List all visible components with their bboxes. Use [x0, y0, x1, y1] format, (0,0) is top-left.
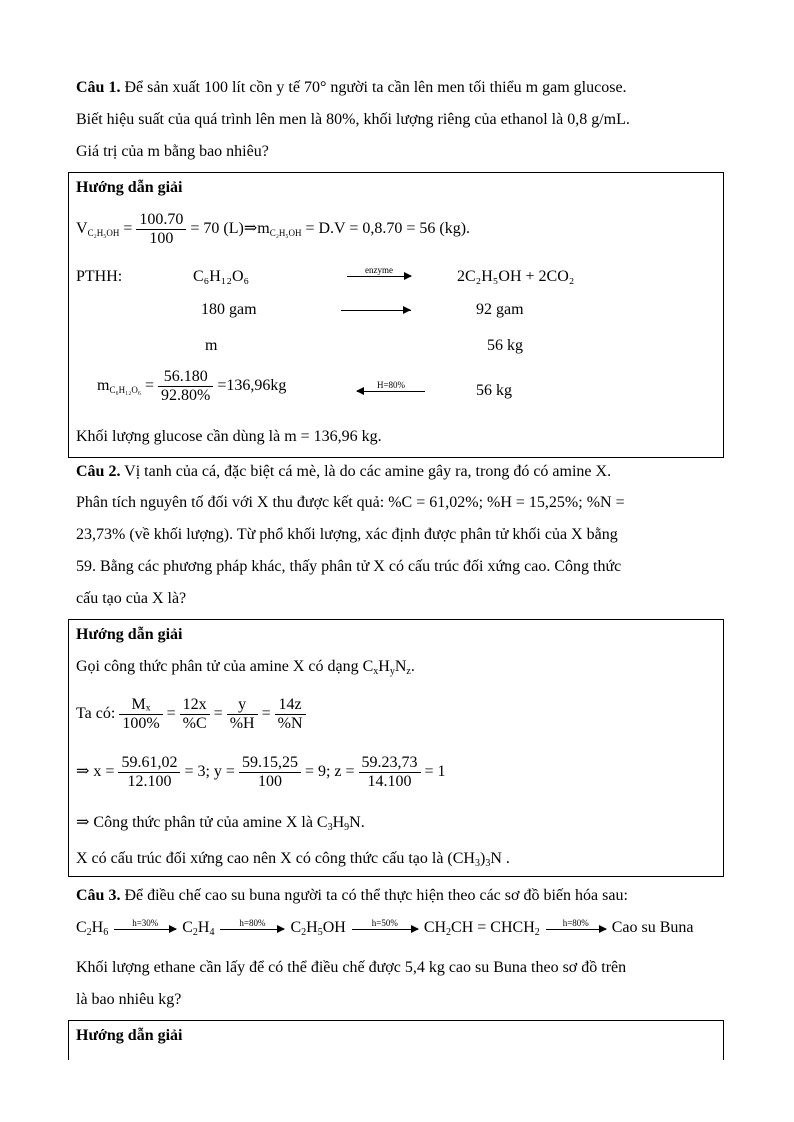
q1-mass-92: 92 gam [476, 301, 524, 318]
q2-ratio-equation: Ta có: $\frac{\text{Mₓ}}{100\%}$ = $\frac{12x}{\%C}$ = $\frac{y}{\%H}$ = $\frac{14z}{\%N}$ [76, 694, 306, 734]
q2-line-5: cấu tạo của X là? [76, 590, 187, 607]
q1-kg56-a: 56 kg [487, 337, 523, 354]
q2-line-2: Phân tích nguyên tố đối với X thu được kết quả: %C = 61,02%; %H = 15,25%; %N = [76, 494, 625, 511]
q2-guide-title: Hướng dẫn giải [76, 626, 183, 643]
q3-line-1: Câu 3. Để điều chế cao su buna người ta có thể thực hiện theo các sơ đồ biến hóa sau: [76, 887, 628, 904]
q2-line-4: 59. Bằng các phương pháp khác, thấy phân tử X có cấu trúc đối xứng cao. Công thức [76, 558, 622, 575]
q1-conclusion: Khối lượng glucose cần dùng là m = 136,96 kg. [76, 428, 382, 445]
q2-molecular-formula: ⇒ Công thức phân tử của amine X là $C_3H_9N$. [76, 814, 365, 833]
q1-plain-arrow-head [403, 306, 411, 314]
q1-glucose: C₆H₁₂O₆ [193, 268, 250, 285]
q2-structural-formula: X có cấu trúc đối xứng cao nên X có công thức cấu tạo là $(CH_3)_3N$ . [76, 850, 510, 869]
q1-line-2: Biết hiệu suất của quá trình lên men là 80%, khối lượng riêng của ethanol là 0,8 g/mL. [76, 111, 630, 128]
q1-products: 2C₂H₅OH + 2CO₂ [457, 268, 575, 285]
q2-xyz-equation: ⇒ x = $\frac{59.61,02}{12.100}$ = 3; y = $\frac{59.15,25}{100}$ = 9; z = $\frac{59.23,73}{14.100}$ = 1 [76, 753, 446, 790]
q2-line-1: Câu 2. Vị tanh của cá, đặc biệt cá mè, là do các amine gây ra, trong đó có amine X. [76, 463, 612, 480]
q1-mass-180: 180 gam [201, 301, 257, 318]
q3-guide-title: Hướng dẫn giải [76, 1027, 183, 1044]
q3-solution-box [68, 1020, 724, 1060]
q1-mass-equation: $m_{C_6H_{12}O_6}$ = $\frac{56.180}{92.80\%}$ =136,96kg [97, 367, 287, 404]
q1-line-3: Giá trị của m bằng bao nhiêu? [76, 143, 269, 160]
q1-guide-title: Hướng dẫn giải [76, 179, 183, 196]
q2-solution-box [68, 619, 724, 877]
q1-solution-box [68, 172, 724, 458]
q1-m: m [205, 337, 218, 354]
q1-line-1: Câu 1. Để sản xuất 100 lít cồn y tế 70° người ta cần lên men tối thiểu m gam glucose. [76, 79, 627, 96]
q1-enzyme-arrow: enzyme [347, 261, 411, 281]
q1-kg56-b: 56 kg [476, 382, 512, 399]
q1-volume-equation: $V_{C_2H_5OH}$ = $\frac{100.70}{100}$ = 70 $(L)\Rightarrow m_{C_2H_5OH} = D.V = 0,8.70 = 56$ (kg). [76, 210, 471, 247]
q3-line-3: là bao nhiêu kg? [76, 991, 182, 1008]
q1-plain-arrow [341, 310, 411, 311]
q2-line-3: 23,73% (về khối lượng). Từ phổ khối lượng, xác định được phân tử khối của X bằng [76, 526, 618, 543]
q2-general-formula: Gọi công thức phân tử của amine X có dạng $C_xH_yN_z$. [76, 658, 415, 677]
q3-scheme: $C_2H_6$ h=30% $C_2H_4$ h=80% $C_2H_5OH$ h=50% $CH_2CH$ = $CHCH_2$ h=80% Cao su Buna [76, 918, 694, 938]
q1-ptth-label: PTHH: [76, 268, 123, 285]
q3-line-2: Khối lượng ethane cần lấy để có thể điều chế được 5,4 kg cao su Buna theo sơ đồ trên [76, 959, 627, 976]
q1-h80-arrow: H=80% [357, 376, 425, 396]
